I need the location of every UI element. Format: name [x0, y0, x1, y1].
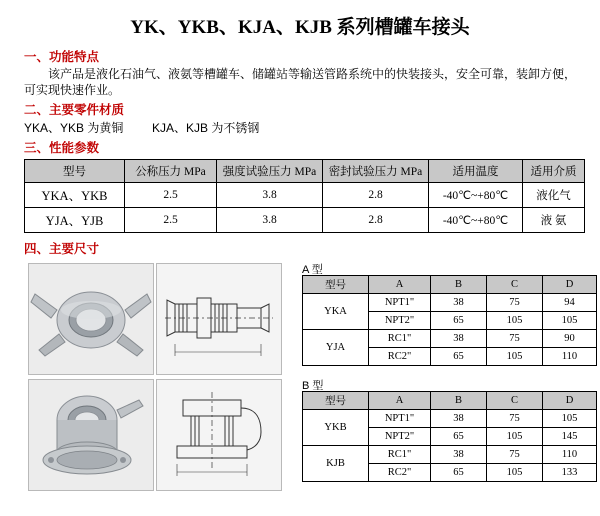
dim-b-r0-c3: 75: [487, 410, 543, 428]
drawing-type-a-graphic: [157, 264, 281, 374]
section-heading-performance: 三、性能参数: [24, 141, 100, 155]
table-row: [25, 183, 585, 208]
table-row: [303, 330, 597, 348]
dim-a-r1-c1: NPT2": [369, 312, 431, 330]
dim-b-r3-c2: 65: [431, 464, 487, 482]
dim-b-r1-c2: 65: [431, 428, 487, 446]
dim-b-col-3: C: [487, 392, 543, 410]
dim-a-r2-c4: 90: [543, 330, 597, 348]
dim-a-r2-c3: 75: [487, 330, 543, 348]
dim-a-r3-c2: 65: [431, 348, 487, 366]
dim-b-r2-c3: 75: [487, 446, 543, 464]
dim-a-r0-c2: 38: [431, 294, 487, 312]
dim-b-r2-c4: 110: [543, 446, 597, 464]
dim-a-col-4: D: [543, 276, 597, 294]
perf-r0-c2: 3.8: [217, 183, 323, 208]
dim-b-r3-c4: 133: [543, 464, 597, 482]
performance-table: [24, 159, 585, 233]
perf-r1-c3: 2.8: [323, 208, 429, 233]
dim-b-r1-c3: 105: [487, 428, 543, 446]
material-line-right: KJA、KJB 为不锈钢: [152, 121, 260, 135]
dim-a-r3-c3: 105: [487, 348, 543, 366]
dim-b-r2-c1: RC1": [369, 446, 431, 464]
dim-b-r3-c3: 105: [487, 464, 543, 482]
dim-b-col-2: B: [431, 392, 487, 410]
dim-a-col-1: A: [369, 276, 431, 294]
drawing-type-b-graphic: [157, 380, 281, 490]
perf-col-1: 公称压力 MPa: [125, 160, 217, 183]
dim-a-r1-c4: 105: [543, 312, 597, 330]
type-b-label: B 型: [302, 380, 324, 392]
table-row: [303, 294, 597, 312]
perf-r0-c1: 2.5: [125, 183, 217, 208]
dim-a-header-row: [303, 276, 597, 294]
perf-col-0: 型号: [25, 160, 125, 183]
perf-col-2: 强度试验压力 MPa: [217, 160, 323, 183]
dim-b-col-4: D: [543, 392, 597, 410]
dimensions-area: [10, 261, 590, 491]
table-row: [303, 446, 597, 464]
perf-r0-c4: -40℃~+80℃: [429, 183, 523, 208]
page-title: YK、YKB、KJA、KJB 系列槽罐车接头: [130, 17, 470, 38]
section-heading-dimensions: 四、主要尺寸: [24, 242, 100, 256]
dim-a-r1-c3: 105: [487, 312, 543, 330]
perf-r1-c1: 2.5: [125, 208, 217, 233]
perf-r0-c0: YKA、YKB: [25, 183, 125, 208]
dim-a-col-0: 型号: [303, 276, 369, 294]
perf-col-3: 密封试验压力 MPa: [323, 160, 429, 183]
perf-r1-c2: 3.8: [217, 208, 323, 233]
dim-b-model-1: KJB: [303, 446, 369, 482]
material-line-left: YKA、YKB 为黄铜: [24, 121, 124, 135]
perf-col-5: 适用介质: [523, 160, 585, 183]
perf-r1-c0: YJA、YJB: [25, 208, 125, 233]
dimension-table-b: [302, 391, 597, 482]
dim-b-r1-c1: NPT2": [369, 428, 431, 446]
dim-a-r0-c1: NPT1": [369, 294, 431, 312]
material-lines: [24, 119, 590, 136]
dim-b-r0-c1: NPT1": [369, 410, 431, 428]
photo-type-a-coupling: [28, 263, 154, 375]
dimension-table-a: [302, 275, 597, 366]
dim-a-r3-c1: RC2": [369, 348, 431, 366]
type-a-label: A 型: [302, 264, 323, 276]
dim-a-model-0: YKA: [303, 294, 369, 330]
drawing-type-b-section: [156, 379, 282, 491]
photo-type-b-graphic: [29, 380, 153, 490]
dim-b-r3-c1: RC2": [369, 464, 431, 482]
dim-b-model-0: YKB: [303, 410, 369, 446]
perf-col-4: 适用温度: [429, 160, 523, 183]
photo-type-a-graphic: [29, 264, 153, 374]
dim-b-r1-c4: 145: [543, 428, 597, 446]
perf-r1-c5: 液 氨: [523, 208, 585, 233]
dim-a-r0-c3: 75: [487, 294, 543, 312]
table-row: [25, 208, 585, 233]
dim-b-r0-c4: 105: [543, 410, 597, 428]
dim-a-r0-c4: 94: [543, 294, 597, 312]
dim-a-r1-c2: 65: [431, 312, 487, 330]
dim-a-col-3: C: [487, 276, 543, 294]
dim-a-col-2: B: [431, 276, 487, 294]
perf-r1-c4: -40℃~+80℃: [429, 208, 523, 233]
dim-a-r2-c1: RC1": [369, 330, 431, 348]
dim-a-r3-c4: 110: [543, 348, 597, 366]
section-heading-material: 二、主要零件材质: [24, 103, 125, 117]
drawing-type-a-section: [156, 263, 282, 375]
dim-a-r2-c2: 38: [431, 330, 487, 348]
features-body: 该产品是液化石油气、液氨等槽罐车、储罐站等输送管路系统中的快装接头，安全可靠，装卸方便，可实现快速作业。: [24, 67, 577, 97]
dim-b-r2-c2: 38: [431, 446, 487, 464]
photo-type-b-coupling: [28, 379, 154, 491]
dim-b-col-0: 型号: [303, 392, 369, 410]
dim-b-r0-c2: 38: [431, 410, 487, 428]
dim-b-col-1: A: [369, 392, 431, 410]
table-row: [303, 410, 597, 428]
dim-b-header-row: [303, 392, 597, 410]
dim-a-model-1: YJA: [303, 330, 369, 366]
section-heading-features: 一、功能特点: [24, 50, 100, 64]
perf-r0-c3: 2.8: [323, 183, 429, 208]
perf-r0-c5: 液化气: [523, 183, 585, 208]
performance-table-header-row: [25, 160, 585, 183]
